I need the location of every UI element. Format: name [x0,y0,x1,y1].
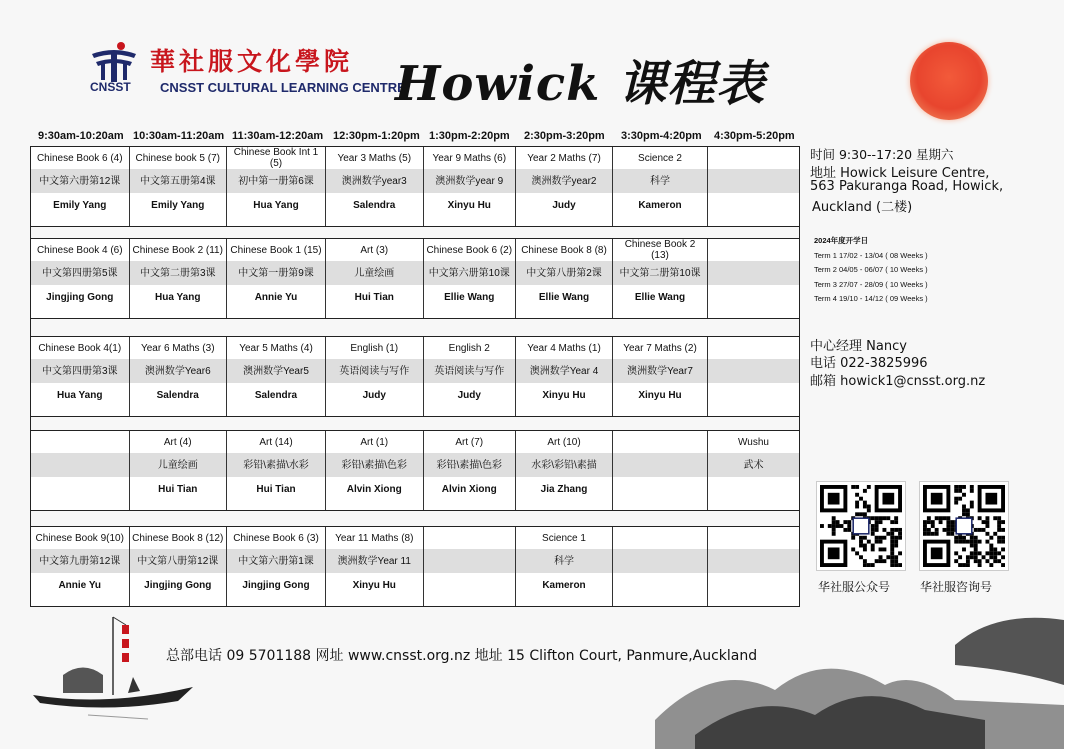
course-name [613,527,707,549]
teacher-name: Xinyu Hu [352,579,396,591]
chinese-lesson: 澳洲数学Year 4 [516,359,612,383]
teacher-name: Alvin Xiong [346,483,402,495]
course-name [424,527,516,549]
course-name: Art (14) [259,436,293,448]
teacher-name: Hui Tian [256,483,296,495]
course-name: Year 3 Maths (5) [337,152,412,164]
chinese-lesson: 彩铅\素描\色彩 [424,453,516,477]
teacher-name: Jingjing Gong [46,291,114,303]
teacher-name [708,383,799,407]
phone-text: 电话 022-3825996 [810,356,928,371]
course-name: Year 11 Maths (8) [335,532,414,544]
address-line-1: 地址 Howick Leisure Centre, [810,166,990,181]
schedule-block [30,430,800,511]
block-separator [30,511,800,526]
course-name: Chinese Book 4 (6) [36,244,123,256]
class-cell [326,147,424,226]
class-cell [130,337,228,416]
course-name: English 2 [448,342,490,354]
school-name-chinese: 華社服文化學院 [150,47,354,76]
class-cell [613,239,708,318]
chinese-lesson [424,549,516,573]
class-cell [227,527,326,606]
course-name [708,527,799,549]
course-name: Art (4) [163,436,192,448]
chinese-lesson [708,169,799,193]
course-name: Chinese Book 6 (3) [233,532,319,544]
course-name [708,239,799,261]
chinese-lesson: 科学 [516,549,612,573]
class-cell [424,239,517,318]
teacher-name: Salendra [156,389,199,401]
teacher-name: Ellie Wang [538,291,590,303]
qr-code-enquiry-account-icon[interactable] [920,482,1008,570]
chinese-lesson [613,453,707,477]
chinese-lesson [31,453,129,477]
course-name [708,337,799,359]
chinese-lesson: 中文第五册第4课 [130,169,227,193]
course-name: Year 4 Maths (1) [527,342,601,354]
class-cell [130,239,228,318]
teacher-name: Emily Yang [53,199,107,211]
course-name [613,431,707,453]
time-slot-header: 11:30am-12:20am [232,130,324,142]
time-slot-header: 9:30am-10:20am [38,130,124,142]
teacher-name: Jingjing Gong [144,579,212,591]
teacher-name: Alvin Xiong [441,483,497,495]
teacher-name: Hua Yang [57,389,103,401]
chinese-lesson: 澳洲数学year3 [326,169,423,193]
class-cell [424,431,517,510]
class-cell [227,147,326,226]
terms-title: 2024年度开学日 [814,236,869,245]
teacher-name: Hua Yang [253,199,299,211]
boat-lantern-decoration-icon [28,615,198,725]
class-cell [130,147,228,226]
teacher-name: Xinyu Hu [638,389,682,401]
term-4: Term 4 19/10 - 14/12 ( 09 Weeks ) [814,294,928,303]
page-title: Howick 课程表 [395,56,766,112]
teacher-name: Hui Tian [158,483,198,495]
class-cell [708,147,799,226]
chinese-lesson: 中文第二册第10课 [613,261,707,285]
chinese-lesson: 澳洲数学Year7 [613,359,707,383]
teacher-name: Hua Yang [155,291,201,303]
teacher-name: Kameron [542,579,586,591]
chinese-lesson: 儿童绘画 [326,261,423,285]
teacher-name: Hui Tian [354,291,394,303]
course-name: Science 1 [542,532,586,544]
time-slot-header: 3:30pm-4:20pm [621,130,702,142]
course-name [31,431,129,453]
chinese-lesson [613,549,707,573]
chinese-lesson: 彩铅\素描\色彩 [326,453,423,477]
chinese-lesson: 澳洲数学Year5 [227,359,325,383]
teacher-name: Jia Zhang [540,483,588,495]
class-cell [613,431,708,510]
class-cell [516,431,613,510]
course-name: Chinese Book 4(1) [38,342,122,354]
course-name: Chinese Book 8 (8) [521,244,607,256]
class-cell [424,337,517,416]
chinese-lesson: 英语阅读与写作 [424,359,516,383]
teacher-name: Ellie Wang [634,291,686,303]
class-cell [326,239,424,318]
chinese-lesson: 初中第一册第6课 [227,169,325,193]
class-cell [227,431,326,510]
teacher-name: Judy [362,389,386,401]
class-cell [708,337,799,416]
chinese-lesson [708,359,799,383]
course-name: Chinese Book 2 (11) [132,244,223,256]
address-line-3: Auckland (二楼) [812,200,913,215]
course-name: Chinese Book 2 (13) [624,239,696,261]
class-cell [227,239,326,318]
teacher-name: Jingjing Gong [242,579,310,591]
chinese-lesson: 中文第八册第12课 [130,549,227,573]
hours-text: 时间 9:30--17:20 星期六 [810,147,954,162]
class-cell [516,239,613,318]
course-name: Science 2 [638,152,682,164]
chinese-lesson: 中文第四册第5课 [31,261,129,285]
course-name: Year 2 Maths (7) [527,152,601,164]
term-dates [814,234,928,307]
chinese-lesson: 中文第四册第3课 [31,359,129,383]
class-cell [516,527,613,606]
time-slot-header: 12:30pm-1:20pm [333,130,420,142]
time-slot-header: 10:30am-11:20am [133,130,225,142]
chinese-lesson [708,261,799,285]
chinese-lesson: 中文第六册第12课 [31,169,129,193]
chinese-lesson: 澳洲数学year 9 [424,169,516,193]
course-name: Year 6 Maths (3) [140,342,215,354]
course-name: Year 7 Maths (2) [623,342,697,354]
chinese-lesson: 中文第六册第1课 [227,549,325,573]
teacher-name [613,477,707,501]
class-cell [613,337,708,416]
teacher-name [708,193,799,217]
class-cell [424,147,517,226]
school-name-english: CNSST CULTURAL LEARNING CENTRE [160,80,406,95]
teacher-name: Judy [457,389,481,401]
term-1: Term 1 17/02 - 13/04 ( 08 Weeks ) [814,250,928,260]
block-separator [30,417,800,430]
schedule-block [30,146,800,227]
address-line-2: 563 Pakuranga Road, Howick, [810,179,1004,194]
ink-mountains-decoration-icon [655,590,1064,749]
footer-contact: 总部电话 09 5701188 网址 www.cnsst.org.nz 地址 15 Clifton Court, Panmure,Auckland [166,648,758,664]
course-name: Chinese Book 9(10) [35,532,124,544]
course-name: Year 9 Maths (6) [432,152,507,164]
class-cell [31,527,130,606]
course-name: Wushu [738,436,769,448]
chinese-lesson: 中文第八册第2课 [516,261,612,285]
class-cell [31,147,130,226]
chinese-lesson: 中文第六册第10课 [424,261,516,285]
schedule-block [30,238,800,319]
teacher-name: Annie Yu [254,291,298,303]
course-name [708,147,799,169]
course-name: Chinese book 5 (7) [135,152,220,164]
chinese-lesson: 中文第九册第12课 [31,549,129,573]
manager-text: 中心经理 Nancy [810,339,907,354]
email-link[interactable]: 邮箱 howick1@cnsst.org.nz [810,374,986,389]
class-cell [424,527,517,606]
course-name: Chinese Book 6 (4) [36,152,123,164]
chinese-lesson: 澳洲数学Year 11 [326,549,423,573]
course-name: Art (3) [360,244,389,256]
chinese-lesson: 澳洲数学year2 [516,169,612,193]
class-cell [708,431,799,510]
teacher-name: Judy [552,199,576,211]
course-name: English (1) [350,342,399,354]
course-name: Chinese Book 6 (2) [426,244,513,256]
teacher-name: Ellie Wang [444,291,495,303]
course-name: Chinese Book 8 (12) [132,532,224,544]
term-3: Term 3 27/07 - 28/09 ( 10 Weeks ) [814,279,928,289]
class-cell [516,147,613,226]
teacher-name [708,285,799,309]
red-sun-decoration [910,42,988,120]
qr-label-public: 华社服公众号 [818,580,891,594]
time-slot-header: 1:30pm-2:20pm [429,130,510,142]
course-name: Art (7) [455,436,484,448]
class-cell [326,431,424,510]
course-name: Art (10) [547,436,581,448]
class-cell [708,239,799,318]
chinese-lesson: 中文第一册第9课 [227,261,325,285]
chinese-lesson: 儿童绘画 [130,453,227,477]
course-name: Year 5 Maths (4) [239,342,313,354]
term-2: Term 2 04/05 - 06/07 ( 10 Weeks ) [814,265,928,274]
logo-text: CNSST [90,80,131,94]
schedule-block [30,336,800,417]
course-name: Chinese Book 1 (15) [230,244,322,256]
chinese-lesson: 澳洲数学Year6 [130,359,227,383]
teacher-name [424,573,516,597]
block-separator [30,227,800,238]
class-cell [31,239,130,318]
course-name: Chinese Book Int 1 (5) [233,147,319,169]
teacher-name: Xinyu Hu [447,199,491,211]
class-cell [31,431,130,510]
chinese-lesson: 水彩\彩铅\素描 [516,453,612,477]
class-cell [130,527,228,606]
qr-code-public-account-icon[interactable] [817,482,905,570]
teacher-name: Annie Yu [58,579,102,591]
teacher-name [31,477,129,501]
class-cell [130,431,228,510]
teacher-name: Salendra [254,389,298,401]
qr-label-enquiry: 华社服咨询号 [920,580,993,594]
class-cell [613,147,708,226]
class-cell [326,337,424,416]
class-cell [516,337,613,416]
time-slot-header: 4:30pm-5:20pm [714,130,795,142]
teacher-name: Emily Yang [151,199,205,211]
class-cell [31,337,130,416]
teacher-name: Salendra [353,199,396,211]
teacher-name: Xinyu Hu [542,389,586,401]
teacher-name: Kameron [638,199,682,211]
chinese-lesson [708,549,799,573]
chinese-lesson: 彩铅\素描\水彩 [227,453,325,477]
teacher-name [708,477,799,501]
chinese-lesson: 英语阅读与写作 [326,359,423,383]
class-cell [227,337,326,416]
chinese-lesson: 中文第二册第3课 [130,261,227,285]
course-name: Art (1) [360,436,389,448]
chinese-lesson: 武术 [708,453,799,477]
time-slot-header: 2:30pm-3:20pm [524,130,605,142]
class-cell [326,527,424,606]
chinese-lesson: 科学 [613,169,707,193]
block-separator [30,319,800,336]
